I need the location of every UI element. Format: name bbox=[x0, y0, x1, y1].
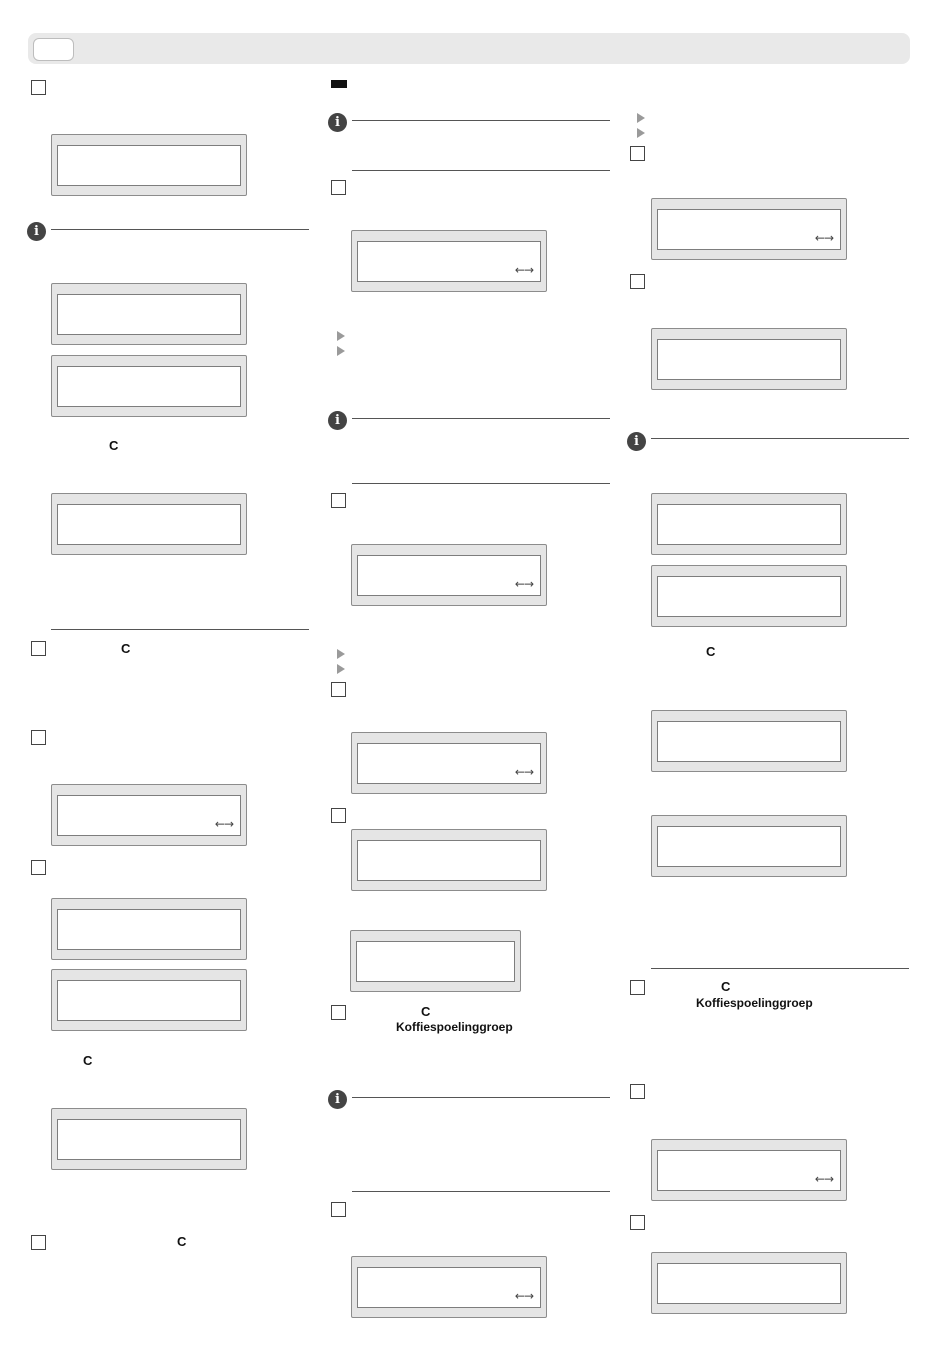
left-right-arrows-icon: ←→ bbox=[514, 1289, 533, 1303]
info-icon: i bbox=[328, 1090, 347, 1109]
c-button-label: C bbox=[721, 979, 731, 994]
display-screen bbox=[657, 1150, 841, 1191]
display-panel bbox=[51, 1108, 247, 1170]
divider bbox=[51, 229, 309, 230]
display-screen bbox=[357, 840, 541, 881]
step-checkbox bbox=[630, 1215, 645, 1230]
triangle-bullet-icon bbox=[337, 649, 345, 659]
display-screen bbox=[357, 743, 541, 784]
display-screen bbox=[357, 555, 541, 596]
divider bbox=[352, 483, 610, 484]
step-checkbox bbox=[630, 274, 645, 289]
page-number-tab bbox=[33, 38, 74, 61]
display-panel bbox=[651, 565, 847, 627]
triangle-bullet-icon bbox=[337, 346, 345, 356]
display-panel bbox=[651, 815, 847, 877]
page-header-bar bbox=[28, 33, 910, 64]
display-panel bbox=[351, 230, 547, 292]
c-button-label: C bbox=[706, 644, 716, 659]
info-icon: i bbox=[27, 222, 46, 241]
c-button-label: C bbox=[83, 1053, 93, 1068]
display-screen bbox=[657, 721, 841, 762]
display-panel bbox=[51, 283, 247, 345]
divider bbox=[352, 418, 610, 419]
step-checkbox bbox=[331, 493, 346, 508]
display-screen bbox=[657, 209, 841, 250]
display-screen bbox=[57, 909, 241, 950]
triangle-bullet-icon bbox=[637, 128, 645, 138]
left-right-arrows-icon: ←→ bbox=[514, 263, 533, 277]
display-panel bbox=[651, 198, 847, 260]
c-button-label: C bbox=[109, 438, 119, 453]
display-panel bbox=[351, 544, 547, 606]
display-screen bbox=[357, 241, 541, 282]
step-checkbox bbox=[331, 808, 346, 823]
display-screen bbox=[657, 826, 841, 867]
display-panel bbox=[51, 493, 247, 555]
info-icon: i bbox=[627, 432, 646, 451]
display-screen bbox=[356, 941, 515, 982]
step-checkbox bbox=[630, 146, 645, 161]
divider bbox=[352, 1097, 610, 1098]
display-screen bbox=[57, 980, 241, 1021]
display-panel bbox=[651, 1252, 847, 1314]
left-right-arrows-icon: ←→ bbox=[514, 577, 533, 591]
step-checkbox bbox=[331, 180, 346, 195]
left-right-arrows-icon: ←→ bbox=[814, 231, 833, 245]
display-panel bbox=[51, 134, 247, 196]
divider bbox=[352, 170, 610, 171]
step-checkbox bbox=[331, 1202, 346, 1217]
info-icon: i bbox=[328, 113, 347, 132]
display-panel bbox=[351, 829, 547, 891]
display-screen bbox=[657, 1263, 841, 1304]
triangle-bullet-icon bbox=[337, 331, 345, 341]
divider bbox=[352, 120, 610, 121]
koffiespoeling-label: Koffiespoelinggroep bbox=[396, 1020, 513, 1034]
left-right-arrows-icon: ←→ bbox=[514, 765, 533, 779]
display-panel bbox=[351, 732, 547, 794]
display-screen bbox=[657, 339, 841, 380]
left-right-arrows-icon: ←→ bbox=[214, 817, 233, 831]
display-screen bbox=[657, 576, 841, 617]
divider bbox=[651, 438, 909, 439]
c-button-label: C bbox=[177, 1234, 187, 1249]
display-screen bbox=[57, 795, 241, 836]
left-right-arrows-icon: ←→ bbox=[814, 1172, 833, 1186]
divider bbox=[651, 968, 909, 969]
display-panel bbox=[651, 1139, 847, 1201]
step-checkbox bbox=[331, 682, 346, 697]
display-screen bbox=[657, 504, 841, 545]
triangle-bullet-icon bbox=[637, 113, 645, 123]
divider bbox=[51, 629, 309, 630]
section-marker bbox=[331, 80, 347, 88]
koffiespoeling-label: Koffiespoelinggroep bbox=[696, 996, 813, 1010]
display-panel bbox=[51, 355, 247, 417]
display-screen bbox=[57, 145, 241, 186]
step-checkbox bbox=[31, 730, 46, 745]
step-checkbox bbox=[31, 860, 46, 875]
display-screen bbox=[57, 504, 241, 545]
display-panel bbox=[651, 328, 847, 390]
display-screen bbox=[357, 1267, 541, 1308]
display-panel bbox=[51, 969, 247, 1031]
display-screen bbox=[57, 366, 241, 407]
display-screen bbox=[57, 294, 241, 335]
display-panel bbox=[51, 784, 247, 846]
step-checkbox bbox=[331, 1005, 346, 1020]
triangle-bullet-icon bbox=[337, 664, 345, 674]
step-checkbox bbox=[31, 641, 46, 656]
step-checkbox bbox=[31, 1235, 46, 1250]
display-panel bbox=[51, 898, 247, 960]
step-checkbox bbox=[31, 80, 46, 95]
display-panel bbox=[351, 1256, 547, 1318]
display-panel bbox=[651, 493, 847, 555]
step-checkbox bbox=[630, 1084, 645, 1099]
divider bbox=[352, 1191, 610, 1192]
c-button-label: C bbox=[121, 641, 131, 656]
display-panel bbox=[350, 930, 521, 992]
display-screen bbox=[57, 1119, 241, 1160]
c-button-label: C bbox=[421, 1004, 431, 1019]
step-checkbox bbox=[630, 980, 645, 995]
display-panel bbox=[651, 710, 847, 772]
info-icon: i bbox=[328, 411, 347, 430]
